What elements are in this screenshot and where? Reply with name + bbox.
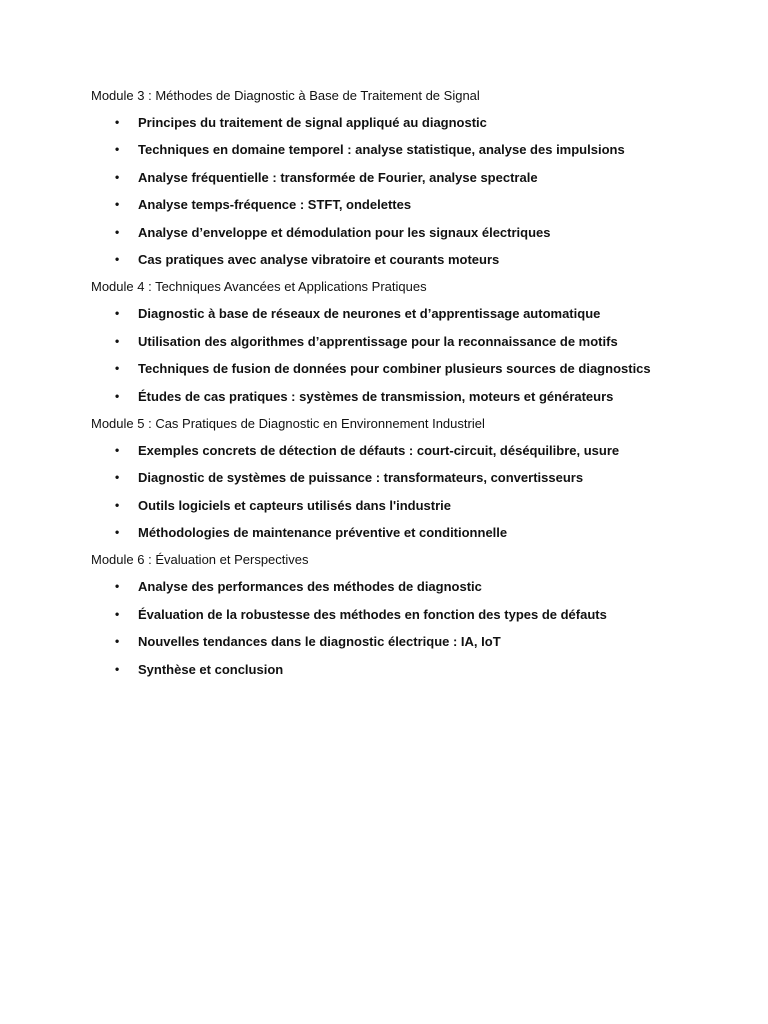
list-item	[91, 601, 731, 628]
list-item-text: Synthèse et conclusion	[138, 661, 284, 677]
list-item-text: Diagnostic de systèmes de puissance : transformateurs, convertisseurs	[138, 470, 584, 486]
bullet-icon: •	[115, 525, 120, 540]
list-item-text: Outils logiciels et capteurs utilisés dans l'industrie	[138, 497, 452, 513]
bullet-icon: •	[115, 361, 120, 376]
bullet-icon: •	[115, 306, 120, 321]
list-item	[91, 300, 731, 327]
bullet-icon: •	[115, 470, 120, 485]
document-page	[91, 82, 731, 683]
list-item	[91, 383, 731, 410]
list-item-text: Principes du traitement de signal appliqué au diagnostic	[138, 115, 487, 130]
list-item-text: Analyse fréquentielle : transformée de Fourier, analyse spectrale	[138, 169, 538, 185]
list-item	[91, 109, 731, 136]
list-item	[91, 519, 731, 546]
module-6-title: Module 6 : Évaluation et Perspectives	[91, 552, 309, 568]
list-item	[91, 492, 731, 519]
module-4-list	[91, 300, 731, 410]
list-item-text: Analyse des performances des méthodes de diagnostic	[138, 579, 482, 595]
list-item-text: Analyse d’enveloppe et démodulation pour les signaux électriques	[138, 224, 551, 240]
list-item	[91, 136, 731, 163]
module-3-section	[91, 82, 731, 273]
list-item	[91, 437, 731, 464]
module-3-list	[91, 109, 731, 273]
bullet-icon: •	[115, 579, 120, 594]
bullet-icon: •	[115, 333, 120, 348]
list-item	[91, 219, 731, 246]
module-6-section	[91, 546, 731, 683]
list-item-text: Analyse temps-fréquence : STFT, ondelettes	[138, 197, 412, 213]
module-4-section	[91, 273, 731, 410]
list-item	[91, 656, 731, 683]
list-item-text: Cas pratiques avec analyse vibratoire et courants moteurs	[138, 251, 500, 267]
module-6-list	[91, 573, 731, 683]
list-item-text: Techniques de fusion de données pour combiner plusieurs sources de diagnostics	[138, 361, 651, 377]
list-item	[91, 573, 731, 600]
bullet-icon: •	[115, 197, 120, 212]
list-item-text: Diagnostic à base de réseaux de neurones et d’apprentissage automatique	[138, 306, 601, 322]
list-item	[91, 164, 731, 191]
list-item-text: Nouvelles tendances dans le diagnostic électrique : IA, IoT	[138, 634, 501, 650]
list-item-text: Exemples concrets de détection de défauts : court-circuit, déséquilibre, usure	[138, 442, 620, 458]
bullet-icon: •	[115, 142, 120, 157]
module-4-title: Module 4 : Techniques Avancées et Applications Pratiques	[91, 279, 427, 295]
bullet-icon: •	[115, 661, 120, 676]
list-item	[91, 191, 731, 218]
bullet-icon: •	[115, 169, 120, 184]
list-item-text: Évaluation de la robustesse des méthodes en fonction des types de défauts	[138, 606, 607, 622]
list-item	[91, 328, 731, 355]
list-item	[91, 628, 731, 655]
list-item-text: Techniques en domaine temporel : analyse statistique, analyse des impulsions	[138, 142, 625, 158]
module-5-list	[91, 437, 731, 547]
bullet-icon: •	[115, 115, 120, 129]
list-item-text: Études de cas pratiques : systèmes de transmission, moteurs et générateurs	[138, 388, 614, 404]
list-item-text: Utilisation des algorithmes d’apprentissage pour la reconnaissance de motifs	[138, 333, 618, 349]
bullet-icon: •	[115, 606, 120, 621]
module-3-title: Module 3 : Méthodes de Diagnostic à Base de Traitement de Signal	[91, 88, 480, 103]
module-5-section	[91, 410, 731, 547]
bullet-icon: •	[115, 224, 120, 239]
bullet-icon: •	[115, 442, 120, 457]
list-item	[91, 355, 731, 382]
bullet-icon: •	[115, 251, 120, 266]
module-5-title: Module 5 : Cas Pratiques de Diagnostic en Environnement Industriel	[91, 415, 485, 431]
bullet-icon: •	[115, 634, 120, 649]
list-item-text: Méthodologies de maintenance préventive et conditionnelle	[138, 525, 508, 541]
list-item	[91, 246, 731, 273]
bullet-icon: •	[115, 497, 120, 512]
list-item	[91, 464, 731, 491]
bullet-icon: •	[115, 388, 120, 403]
